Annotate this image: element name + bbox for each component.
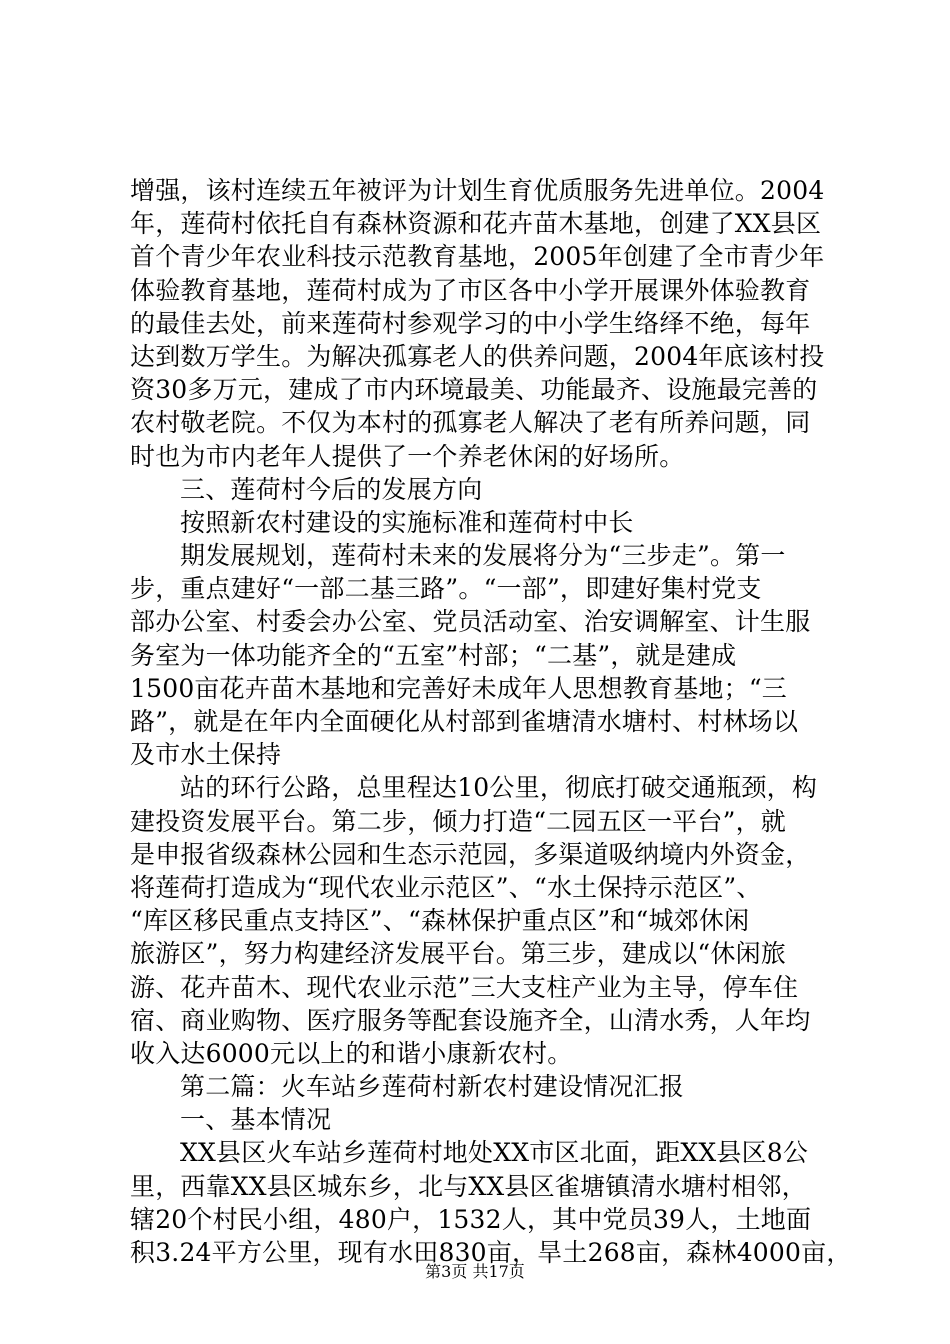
text-line: 第二篇：火车站乡莲荷村新农村建设情况汇报 <box>180 1072 685 1102</box>
text-line: 将莲荷打造成为“现代农业示范区”、“水土保持示范区”、 <box>130 872 762 902</box>
page-footer: 第3页 共17页 <box>425 1262 525 1281</box>
text-line: 站的环行公路，总里程达10公里，彻底打破交通瓶颈，构 <box>180 773 818 803</box>
text-line: 年，莲荷村依托自有森林资源和花卉苗木基地，创建了XX县区 <box>130 209 822 239</box>
text-line: 宿、商业购物、医疗服务等配套设施齐全，山清水秀，人年均 <box>130 1005 811 1035</box>
text-line: 期发展规划，莲荷村未来的发展将分为“三步走”。第一 <box>180 541 786 571</box>
text-line: 旅游区”，努力构建经济发展平台。第三步，建成以“休闲旅 <box>130 939 786 969</box>
text-line: 积3.24平方公里，现有水田830亩，旱土268亩，森林4000亩， <box>130 1238 852 1267</box>
document-body <box>130 174 852 1269</box>
text-line: 首个青少年农业科技示范教育基地，2005年创建了全市青少年 <box>130 242 825 272</box>
text-line: 的最佳去处，前来莲荷村参观学习的中小学生络绎不绝，每年 <box>130 308 811 338</box>
text-line: 里，西靠XX县区城东乡，北与XX县区雀塘镇清水塘村相邻， <box>130 1171 807 1201</box>
text-line: 建投资发展平台。第二步，倾力打造“二园五区一平台”，就 <box>130 806 786 836</box>
text-line: 一、基本情况 <box>180 1105 332 1135</box>
text-line: 部办公室、村委会办公室、党员活动室、治安调解室、计生服 <box>130 607 811 637</box>
text-line: XX县区火车站乡莲荷村地处XX市区北面，距XX县区8公 <box>180 1138 809 1168</box>
text-line: 时也为市内老年人提供了一个养老休闲的好场所。 <box>130 441 685 471</box>
text-line: 收入达6000元以上的和谐小康新农村。 <box>130 1038 573 1068</box>
text-line: 步，重点建好“一部二基三路”。“一部”，即建好集村党支 <box>130 574 762 604</box>
text-line: 1500亩花卉苗木基地和完善好未成年人思想教育基地；“三 <box>130 673 788 703</box>
text-line: 农村敬老院。不仅为本村的孤寡老人解决了老有所养问题，同 <box>130 408 811 438</box>
text-line: 路”，就是在年内全面硬化从村部到雀塘清水塘村、村林场以 <box>130 707 799 736</box>
text-line: “库区移民重点支持区”、“森林保护重点区”和“城郊休闲 <box>130 906 750 936</box>
text-line: 游、花卉苗木、现代农业示范”三大支柱产业为主导，停车住 <box>130 972 799 1002</box>
text-line: 是申报省级森林公园和生态示范园，多渠道吸纳境内外资金， <box>130 839 811 869</box>
text-line: 按照新农村建设的实施标准和莲荷村中长 <box>180 507 634 537</box>
text-line: 及市水土保持 <box>130 740 282 770</box>
text-line: 资30多万元，建成了市内环境最美、功能最齐、设施最完善的 <box>130 375 818 405</box>
text-line: 务室为一体功能齐全的“五室”村部；“二基”，就是建成 <box>130 640 737 670</box>
text-line: 三、莲荷村今后的发展方向 <box>180 474 483 504</box>
text-line: 增强，该村连续五年被评为计划生育优质服务先进单位。2004 <box>130 176 825 205</box>
text-line: 辖20个村民小组，480户，1532人，其中党员39人，土地面 <box>130 1204 812 1234</box>
text-line: 体验教育基地，莲荷村成为了市区各中小学开展课外体验教育 <box>130 275 811 305</box>
text-line: 达到数万学生。为解决孤寡老人的供养问题，2004年底该村投 <box>130 341 825 371</box>
